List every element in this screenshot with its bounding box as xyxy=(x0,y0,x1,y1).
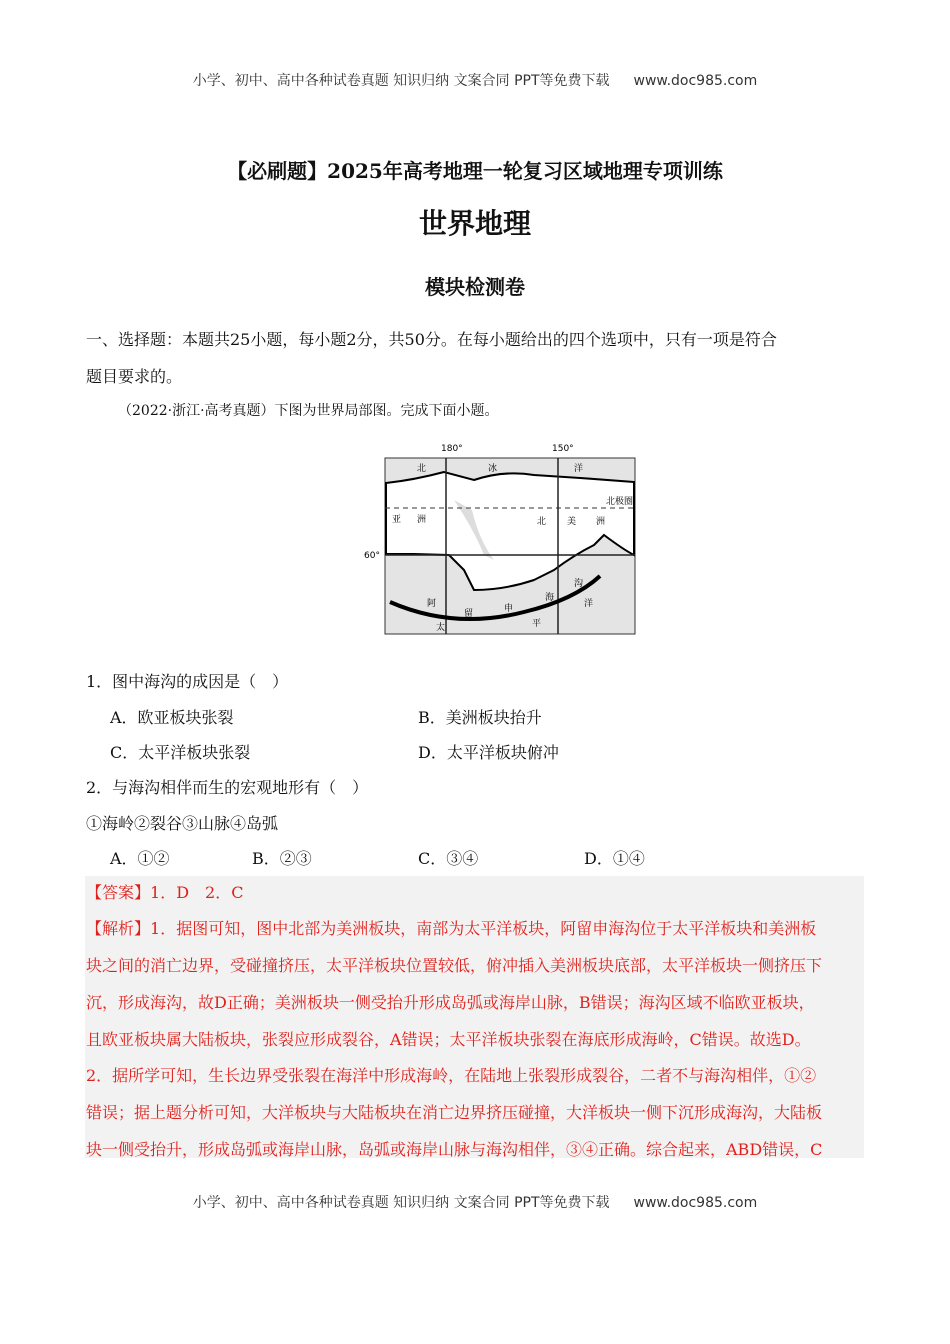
question-intro: （2022·浙江·高考真题）下图为世界局部图。完成下面小题。 xyxy=(118,403,499,419)
analysis-label: 【解析】 xyxy=(86,919,151,938)
q2-option-d[interactable]: D．①④ xyxy=(584,849,645,868)
map-label: 冰 xyxy=(488,464,498,474)
section-title: 模块检测卷 xyxy=(425,275,525,299)
analysis-line: 错误；据上题分析可知，大洋板块与大陆板块在消亡边界挤压碰撞，大洋板块一侧下沉形成海沟，大陆板 xyxy=(86,1103,823,1122)
q2-option-c[interactable]: C．③④ xyxy=(418,849,479,868)
footer-text: 小学、初中、高中各种试卷真题 知识归纳 文案合同 PPT等免费下载 xyxy=(192,1195,610,1211)
map-label: 北 xyxy=(537,517,547,527)
arctic-circle-label: 北极圈 xyxy=(606,497,634,507)
map-label: 太 xyxy=(436,623,446,633)
lon-label-150: 150° xyxy=(552,444,574,454)
answer-line xyxy=(86,880,243,903)
analysis-line: 块一侧受抬升，形成岛弧或海岸山脉，岛弧或海岸山脉与海沟相伴，③④正确。综合起来，ABD错误，C xyxy=(86,1140,823,1159)
map-label: 北 xyxy=(417,464,427,474)
analysis-text: 1．据图可知，图中北部为美洲板块，南部为太平洋板块，阿留申海沟位于太平洋板块和美洲板 xyxy=(150,919,817,938)
answer-text: 1．D 2．C xyxy=(150,883,244,902)
analysis-line: 2．据所学可知，生长边界受张裂在海洋中形成海岭，在陆地上张裂形成裂谷，二者不与海沟相伴，①② xyxy=(86,1066,817,1085)
map-label: 洋 xyxy=(584,599,594,609)
map-label: 洲 xyxy=(596,517,606,527)
lat-label-60: 60° xyxy=(364,551,380,561)
q2-option-a[interactable]: A．①② xyxy=(110,849,170,868)
q1-option-b[interactable]: B．美洲板块抬升 xyxy=(418,708,542,727)
lon-label-180: 180° xyxy=(441,444,463,454)
analysis-line: 块之间的消亡边界，受碰撞挤压，太平洋板块位置较低，俯冲插入美洲板块底部，太平洋板块一侧挤压下 xyxy=(86,956,823,975)
instructions-line-1: 一、选择题：本题共25小题，每小题2分，共50分。在每小题给出的四个选项中，只有一项是符合 xyxy=(86,330,777,349)
map-label: 洋 xyxy=(574,464,584,474)
map-label: 美 xyxy=(567,517,577,527)
analysis-line: 沉，形成海沟，故D正确；美洲板块一侧受抬升形成岛弧或海岸山脉，B错误；海沟区域不临欧亚板块， xyxy=(86,993,815,1012)
q2-option-b[interactable]: B．②③ xyxy=(252,849,312,868)
map-label: 洲 xyxy=(417,515,427,525)
map-label: 留 xyxy=(464,609,474,619)
map-label: 申 xyxy=(504,604,514,614)
analysis-line: 且欧亚板块属大陆板块，张裂应形成裂谷，A错误；太平洋板块张裂在海底形成海岭，C错误。故选D。 xyxy=(86,1030,811,1049)
header-text: 小学、初中、高中各种试卷真题 知识归纳 文案合同 PPT等免费下载 xyxy=(192,73,610,89)
q2-stem: 2．与海沟相伴而生的宏观地形有（ ） xyxy=(86,778,369,797)
footer-url[interactable]: www.doc985.com xyxy=(633,1195,758,1211)
header-url[interactable]: www.doc985.com xyxy=(633,73,758,89)
doc-title: 【必刷题】2025年高考地理一轮复习区域地理专项训练 xyxy=(227,159,723,183)
q2-items: ①海岭②裂谷③山脉④岛弧 xyxy=(86,814,279,833)
q1-option-d[interactable]: D．太平洋板块俯冲 xyxy=(418,743,559,762)
q1-stem: 1．图中海沟的成因是（ ） xyxy=(86,672,289,691)
map-label: 亚 xyxy=(392,515,402,525)
page-header xyxy=(0,70,950,90)
map-label: 海 xyxy=(545,593,555,603)
map-label: 阿 xyxy=(427,599,437,609)
q1-option-c[interactable]: C．太平洋板块张裂 xyxy=(110,743,251,762)
map-label: 平 xyxy=(532,619,542,629)
instructions-line-2: 题目要求的。 xyxy=(86,367,183,386)
doc-subtitle: 世界地理 xyxy=(418,207,531,240)
answer-label: 【答案】 xyxy=(86,883,151,902)
map-label: 沟 xyxy=(574,579,584,589)
q1-option-a[interactable]: A．欧亚板块张裂 xyxy=(110,708,234,727)
world-map-figure xyxy=(360,440,638,638)
analysis-line xyxy=(86,916,816,939)
page-footer xyxy=(0,1192,950,1212)
